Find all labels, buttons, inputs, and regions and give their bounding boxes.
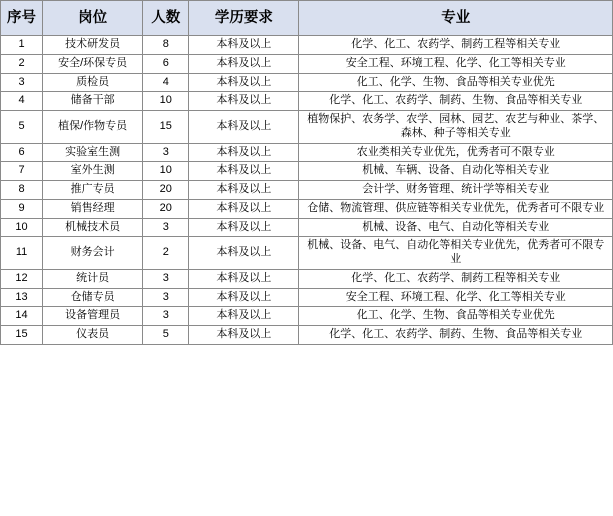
table-row xyxy=(1,199,613,218)
row-post: 技术研发员 xyxy=(43,36,143,55)
row-major: 化学、化工、农药学、制药、生物、食品等相关专业 xyxy=(299,326,613,345)
row-education: 本科及以上 xyxy=(189,181,299,200)
row-education: 本科及以上 xyxy=(189,269,299,288)
table-row xyxy=(1,307,613,326)
row-major: 会计学、财务管理、统计学等相关专业 xyxy=(299,181,613,200)
row-education: 本科及以上 xyxy=(189,199,299,218)
row-education: 本科及以上 xyxy=(189,73,299,92)
row-education: 本科及以上 xyxy=(189,143,299,162)
row-no: 3 xyxy=(1,73,43,92)
table-row xyxy=(1,326,613,345)
row-education: 本科及以上 xyxy=(189,54,299,73)
row-major: 植物保护、农务学、农学、园林、园艺、农艺与种业、茶学、森林、种子等相关专业 xyxy=(299,111,613,144)
row-num: 3 xyxy=(143,269,189,288)
row-post: 机械技术员 xyxy=(43,218,143,237)
row-num: 2 xyxy=(143,237,189,270)
row-num: 10 xyxy=(143,162,189,181)
table-row xyxy=(1,92,613,111)
table-row xyxy=(1,36,613,55)
row-post: 销售经理 xyxy=(43,199,143,218)
row-education: 本科及以上 xyxy=(189,237,299,270)
row-no: 2 xyxy=(1,54,43,73)
row-major: 安全工程、环境工程、化学、化工等相关专业 xyxy=(299,54,613,73)
row-post: 质检员 xyxy=(43,73,143,92)
row-major: 机械、设备、电气、自动化等相关专业 xyxy=(299,218,613,237)
table-row xyxy=(1,288,613,307)
row-post: 财务会计 xyxy=(43,237,143,270)
row-post: 室外生测 xyxy=(43,162,143,181)
header-row xyxy=(1,1,613,36)
row-post: 统计员 xyxy=(43,269,143,288)
row-num: 8 xyxy=(143,36,189,55)
row-no: 12 xyxy=(1,269,43,288)
table-row xyxy=(1,181,613,200)
row-major: 农业类相关专业优先，优秀者可不限专业 xyxy=(299,143,613,162)
row-major: 化学、化工、农药学、制药、生物、食品等相关专业 xyxy=(299,92,613,111)
header-cell-num: 人数 xyxy=(143,1,189,36)
row-no: 5 xyxy=(1,111,43,144)
row-major: 化工、化学、生物、食品等相关专业优先 xyxy=(299,73,613,92)
row-no: 8 xyxy=(1,181,43,200)
row-post: 植保/作物专员 xyxy=(43,111,143,144)
row-no: 9 xyxy=(1,199,43,218)
row-no: 6 xyxy=(1,143,43,162)
table-row xyxy=(1,162,613,181)
header-cell-major: 专业 xyxy=(299,1,613,36)
table-body xyxy=(1,36,613,345)
table-row xyxy=(1,269,613,288)
row-post: 仓储专员 xyxy=(43,288,143,307)
row-post: 仪表员 xyxy=(43,326,143,345)
row-post: 储备干部 xyxy=(43,92,143,111)
row-education: 本科及以上 xyxy=(189,307,299,326)
row-num: 4 xyxy=(143,73,189,92)
row-major: 机械、设备、电气、自动化等相关专业优先，优秀者可不限专业 xyxy=(299,237,613,270)
row-num: 15 xyxy=(143,111,189,144)
row-num: 20 xyxy=(143,199,189,218)
row-major: 安全工程、环境工程、化学、化工等相关专业 xyxy=(299,288,613,307)
row-post: 推广专员 xyxy=(43,181,143,200)
row-education: 本科及以上 xyxy=(189,36,299,55)
row-num: 6 xyxy=(143,54,189,73)
row-no: 7 xyxy=(1,162,43,181)
row-post: 安全/环保专员 xyxy=(43,54,143,73)
row-education: 本科及以上 xyxy=(189,288,299,307)
table-header xyxy=(1,1,613,36)
row-num: 5 xyxy=(143,326,189,345)
row-no: 13 xyxy=(1,288,43,307)
row-num: 3 xyxy=(143,288,189,307)
row-major: 机械、车辆、设备、自动化等相关专业 xyxy=(299,162,613,181)
row-major: 仓储、物流管理、供应链等相关专业优先，优秀者可不限专业 xyxy=(299,199,613,218)
row-education: 本科及以上 xyxy=(189,218,299,237)
row-post: 设备管理员 xyxy=(43,307,143,326)
row-num: 10 xyxy=(143,92,189,111)
row-no: 1 xyxy=(1,36,43,55)
row-num: 20 xyxy=(143,181,189,200)
row-num: 3 xyxy=(143,143,189,162)
table-row xyxy=(1,111,613,144)
row-major: 化学、化工、农药学、制药工程等相关专业 xyxy=(299,269,613,288)
row-education: 本科及以上 xyxy=(189,326,299,345)
row-no: 4 xyxy=(1,92,43,111)
header-cell-edu: 学历要求 xyxy=(189,1,299,36)
table-row xyxy=(1,54,613,73)
table-row xyxy=(1,143,613,162)
table-row xyxy=(1,73,613,92)
row-education: 本科及以上 xyxy=(189,92,299,111)
row-education: 本科及以上 xyxy=(189,111,299,144)
row-no: 15 xyxy=(1,326,43,345)
row-post: 实验室生测 xyxy=(43,143,143,162)
row-major: 化学、化工、农药学、制药工程等相关专业 xyxy=(299,36,613,55)
row-no: 14 xyxy=(1,307,43,326)
table-row xyxy=(1,218,613,237)
row-major: 化工、化学、生物、食品等相关专业优先 xyxy=(299,307,613,326)
row-education: 本科及以上 xyxy=(189,162,299,181)
row-num: 3 xyxy=(143,307,189,326)
header-cell-post: 岗位 xyxy=(43,1,143,36)
table-row xyxy=(1,237,613,270)
header-cell-no: 序号 xyxy=(1,1,43,36)
row-no: 11 xyxy=(1,237,43,270)
row-num: 3 xyxy=(143,218,189,237)
row-no: 10 xyxy=(1,218,43,237)
